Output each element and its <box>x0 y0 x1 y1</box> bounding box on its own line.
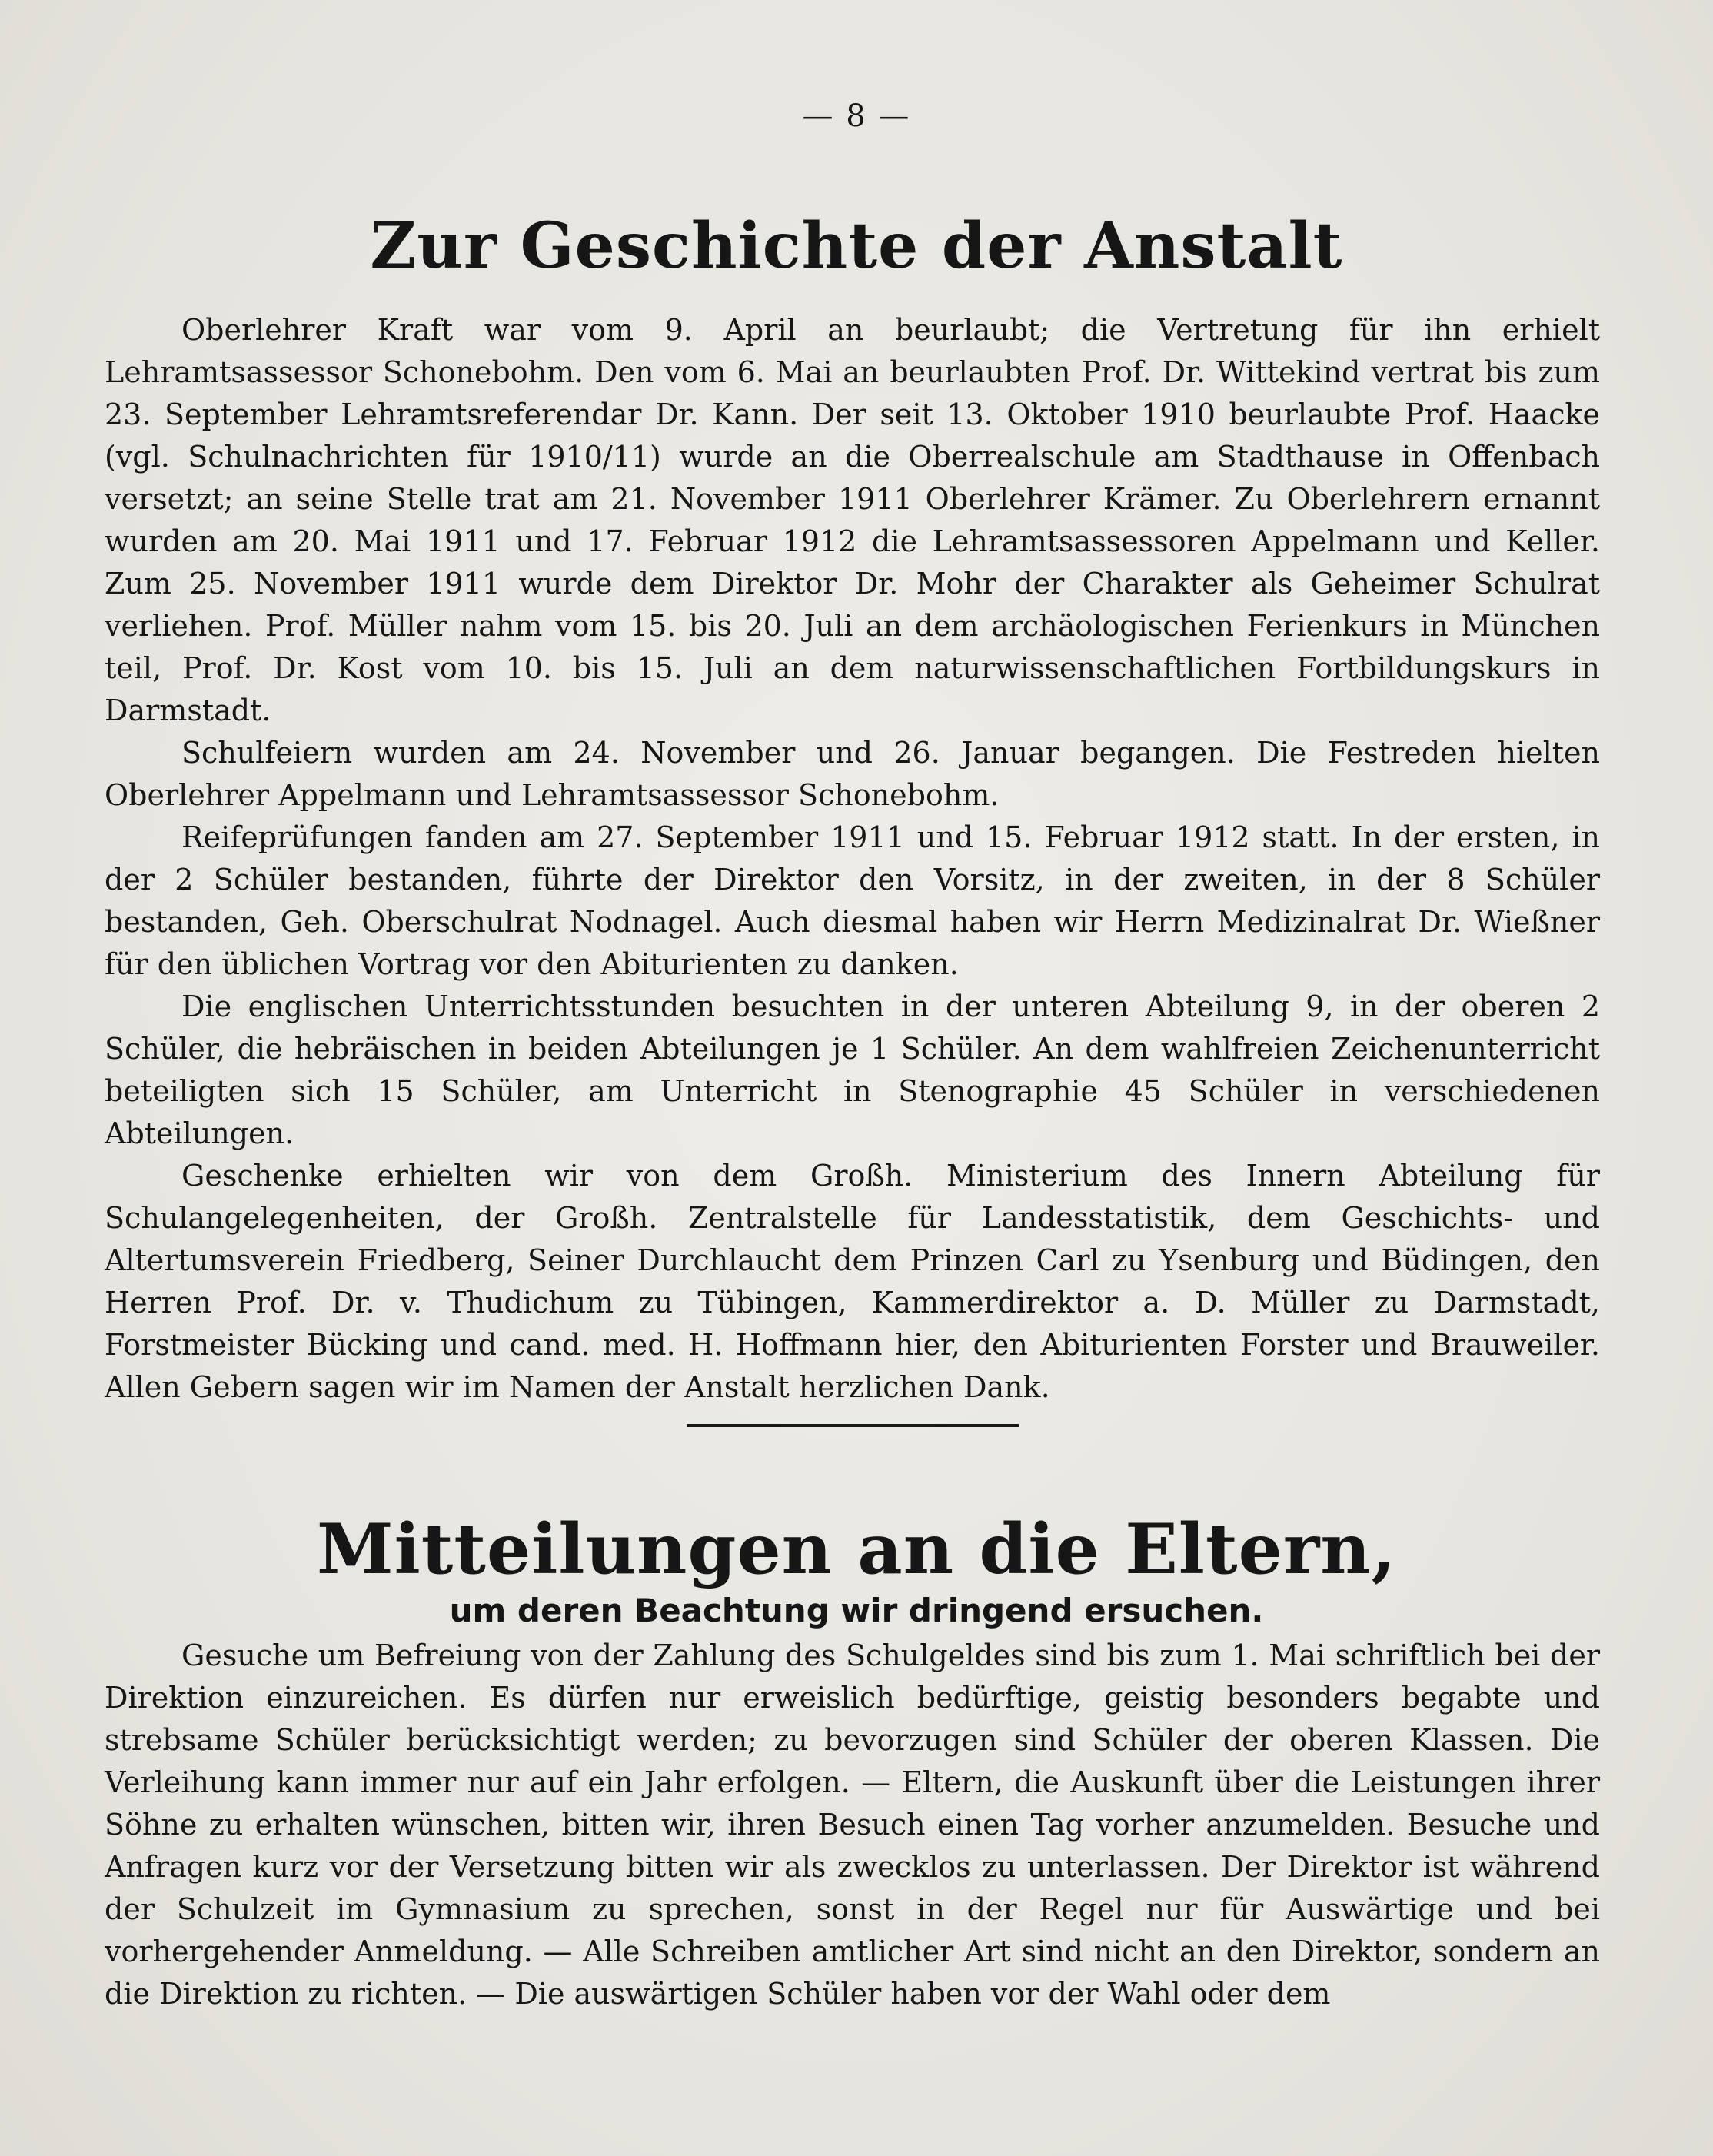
section-subheading-parents: um deren Beachtung wir dringend ersuchen. <box>449 1592 1264 1629</box>
section-parents-body <box>105 1635 1600 2015</box>
page-number: — 8 — <box>802 98 911 134</box>
section-heading-parents: Mitteilungen an die Eltern, <box>316 1509 1397 1590</box>
paragraph-optional-lessons: Die englischen Unterrichtsstunden besuchten in der unteren Abteilung 9, in der oberen 2 Schüler, die hebräischen in beiden Abteilungen je 1 Schüler. An dem wahlfreien Zeichenunterricht beteiligten sich 15 Schüler, am Unterricht in Stenographie 45 Schüler in verschiedenen Abteilungen. <box>105 990 1600 1150</box>
paragraph-parents-notice: Gesuche um Befreiung von der Zahlung des Schulgeldes sind bis zum 1. Mai schriftlich bei der Direktion einzureichen. Es dürfen nur erweislich bedürftige, geistig besonders begabte und strebsame Schüler berücksichtigt werden; zu bevorzugen sind Schüler der oberen Klassen. Die Verleihung kann immer nur auf ein Jahr erfolgen. — Eltern, die Auskunft über die Leistungen ihrer Söhne zu erhalten wünschen, bitten wir, ihren Besuch einen Tag vorher anzumelden. Besuche und Anfragen kurz vor der Versetzung bitten wir als zwecklos zu unterlassen. Der Direktor ist während der Schulzeit im Gymnasium zu sprechen, sonst in der Regel nur für Auswärtige und bei vorhergehender Anmeldung. — Alle Schreiben amtlicher Art sind nicht an den Direktor, sondern an die Direktion zu richten. — Die auswärtigen Schüler haben vor der Wahl oder dem <box>105 1639 1600 2011</box>
paragraph-staff: Oberlehrer Kraft war vom 9. April an beurlaubt; die Vertretung für ihn erhielt Lehramtsassessor Schonebohm. Den vom 6. Mai an beurlaubten Prof. Dr. Wittekind vertrat bis zum 23. September Lehramtsreferendar Dr. Kann. Der seit 13. Oktober 1910 beurlaubte Prof. Haacke (vgl. Schulnachrichten für 1910/11) wurde an die Oberrealschule am Stadthause in Offenbach versetzt; an seine Stelle trat am 21. November 1911 Oberlehrer Krämer. Zu Oberlehrern ernannt wurden am 20. Mai 1911 und 17. Februar 1912 die Lehramtsassessoren Appelmann und Keller. Zum 25. November 1911 wurde dem Direktor Dr. Mohr der Charakter als Geheimer Schulrat verliehen. Prof. Müller nahm vom 15. bis 20. Juli an dem archäologischen Ferienkurs in München teil, Prof. Dr. Kost vom 10. bis 15. Juli an dem naturwissenschaftlichen Fortbildungskurs in Darmstadt. <box>105 313 1600 727</box>
section-heading-history: Zur Geschichte der Anstalt <box>370 209 1343 283</box>
section-divider <box>687 1424 1019 1427</box>
paragraph-gifts: Geschenke erhielten wir von dem Großh. Ministerium des Innern Abteilung für Schulangelegenheiten, der Großh. Zentralstelle für Landesstatistik, dem Geschichts- und Altertumsverein Friedberg, Seiner Durchlaucht dem Prinzen Carl zu Ysenburg und Büdingen, den Herren Prof. Dr. v. Thudichum zu Tübingen, Kammerdirektor a. D. Müller zu Darmstadt, Forstmeister Bücking und cand. med. H. Hoffmann hier, den Abiturienten Forster und Brauweiler. Allen Gebern sagen wir im Namen der Anstalt herzlichen Dank. <box>105 1159 1600 1404</box>
section-history-body <box>105 309 1600 1409</box>
paragraph-school-celebrations: Schulfeiern wurden am 24. November und 26. Januar begangen. Die Festreden hielten Oberlehrer Appelmann und Lehramtsassessor Schonebohm. <box>105 736 1600 812</box>
paragraph-final-exams: Reifeprüfungen fanden am 27. September 1911 und 15. Februar 1912 statt. In der ersten, in der 2 Schüler bestanden, führte der Direktor den Vorsitz, in der zweiten, in der 8 Schüler bestanden, Geh. Oberschulrat Nodnagel. Auch diesmal haben wir Herrn Medizinalrat Dr. Wießner für den üblichen Vortrag vor den Abiturienten zu danken. <box>105 820 1600 981</box>
